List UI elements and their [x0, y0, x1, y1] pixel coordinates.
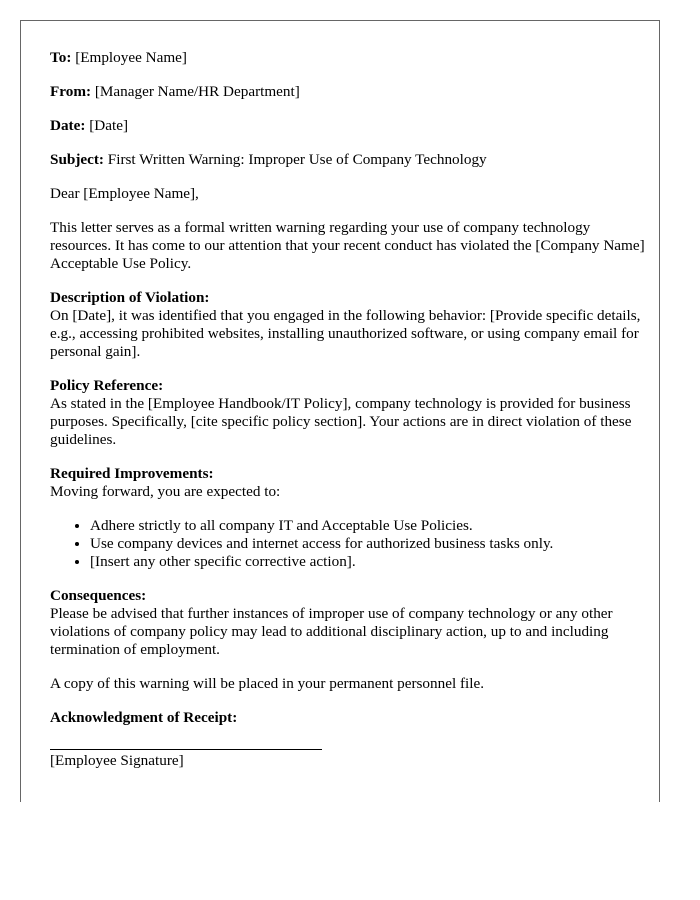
- consequences-section: [50, 587, 650, 659]
- date-label: Date:: [50, 117, 86, 134]
- signature-label: [Employee Signature]: [50, 752, 184, 769]
- policy-section: [50, 377, 650, 449]
- improvements-title: Required Improvements:: [50, 465, 214, 482]
- consequences-title: Consequences:: [50, 587, 147, 604]
- file-note: A copy of this warning will be placed in your permanent personnel file.: [50, 675, 484, 692]
- policy-title: Policy Reference:: [50, 377, 164, 394]
- violation-title: Description of Violation:: [50, 289, 210, 306]
- from-line: [50, 83, 650, 101]
- consequences-body: Please be advised that further instances of improper use of company technology or any other violations of company policy may lead to additional disciplinary action, up to and including termination of employment.: [50, 605, 613, 658]
- letter-content: [50, 49, 650, 770]
- policy-body: As stated in the [Employee Handbook/IT Policy], company technology is provided for business purposes. Specifically, [cite specific policy section]. Your actions are in direct violation of these guidelines.: [50, 395, 632, 448]
- date-line: [50, 117, 650, 135]
- to-line: [50, 49, 650, 67]
- from-label: From:: [50, 83, 92, 100]
- acknowledgment-section: [50, 709, 650, 770]
- date-value: [Date]: [89, 117, 129, 134]
- subject-label: Subject:: [50, 151, 104, 168]
- list-item: • [Insert any other specific corrective action].: [90, 553, 650, 571]
- subject-line: [50, 151, 650, 169]
- violation-body: On [Date], it was identified that you engaged in the following behavior: [Provide specific details, e.g., accessing prohibited websites, installing unauthorized software, or using company email for personal gain].: [50, 307, 641, 360]
- signature-line: [50, 727, 322, 750]
- acknowledgment-title: Acknowledgment of Receipt:: [50, 709, 238, 726]
- subject-value: First Written Warning: Improper Use of Company Technology: [107, 151, 487, 168]
- to-value: [Employee Name]: [75, 49, 187, 66]
- list-item: • Use company devices and internet access for authorized business tasks only.: [90, 535, 650, 553]
- salutation: Dear [Employee Name],: [50, 185, 199, 202]
- improvements-section: [50, 465, 650, 501]
- list-item: • Adhere strictly to all company IT and Acceptable Use Policies.: [90, 517, 650, 535]
- intro-paragraph: This letter serves as a formal written warning regarding your use of company technology resources. It has come to our attention that your recent conduct has violated the [Company Name] Acceptable Use Policy.: [50, 219, 645, 272]
- to-label: To:: [50, 49, 72, 66]
- improvements-intro: Moving forward, you are expected to:: [50, 483, 281, 500]
- letter-page: [20, 20, 660, 802]
- from-value: [Manager Name/HR Department]: [94, 83, 300, 100]
- violation-section: [50, 289, 650, 361]
- improvements-list: [50, 517, 650, 571]
